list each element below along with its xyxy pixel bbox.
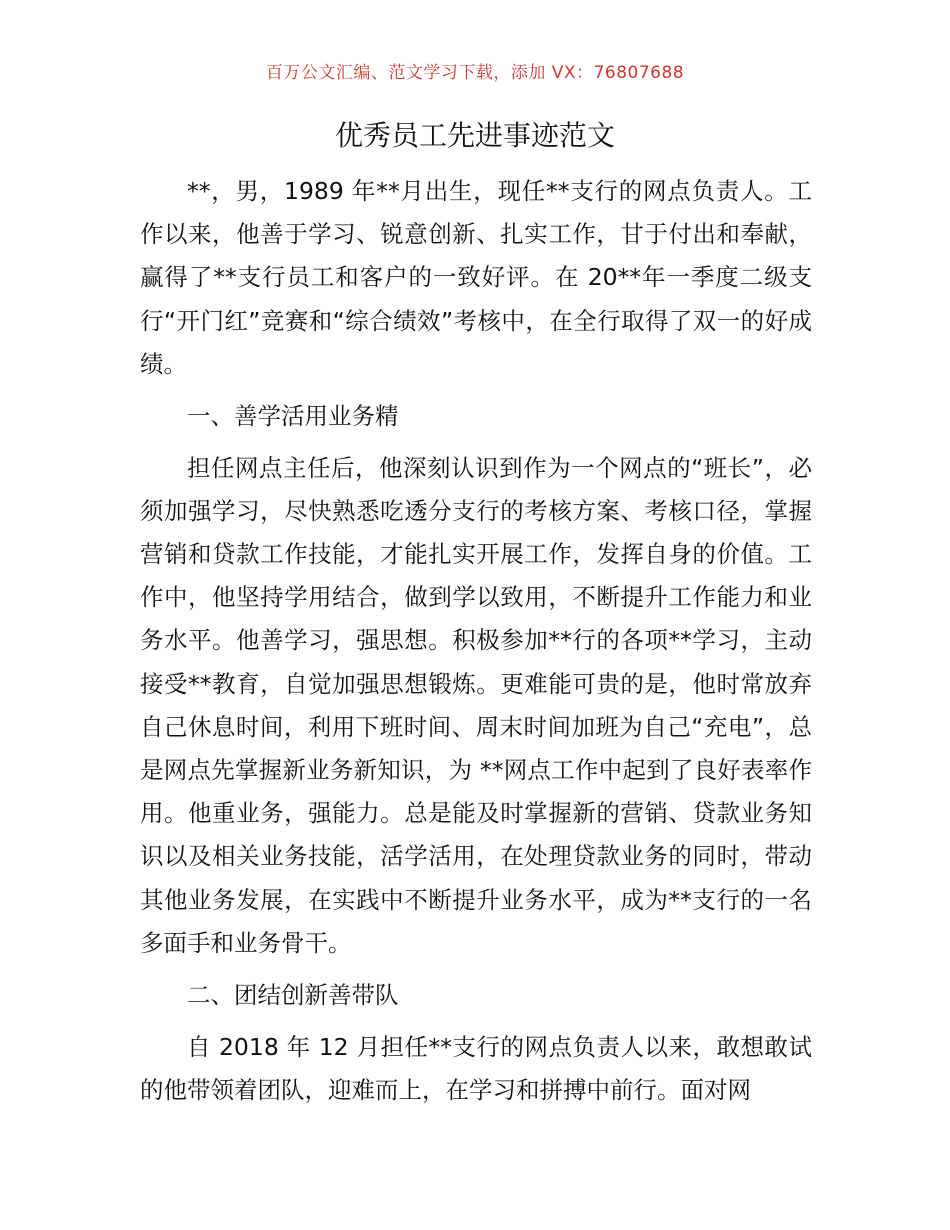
section-heading-1: 一、善学活用业务精 — [187, 401, 399, 430]
paragraph-intro: **，男，1989 年**月出生，现任**支行的网点负责人。工作以来，他善于学习、锐意创新、扎实工作，甘于付出和奉献，赢得了**支行员工和客户的一致好评。在 20**年一季度二级支行“开门红”竞赛和“综合绩效”考核中，在全行取得了双一的好成绩。 — [140, 177, 812, 378]
section-heading-2: 二、团结创新善带队 — [187, 980, 399, 1009]
watermark-banner: 百万公文汇编、范文学习下载，添加 VX：76807688 — [265, 63, 685, 83]
paragraph-section-1: 担任网点主任后，他深刻认识到作为一个网点的“班长”，必须加强学习，尽快熟悉吃透分支行的考核方案、考核口径，掌握营销和贷款工作技能，才能扎实开展工作，发挥自身的价值。工作中，他坚持学用结合，做到学以致用，不断提升工作能力和业务水平。他善学习，强思想。积极参加**行的各项**学习，主动接受**教育，自觉加强思想锻炼。更难能可贵的是，他时常放弃自己休息时间，利用下班时间、周末时间加班为自己“充电”，总是网点先掌握新业务新知识，为 **网点工作中起到了良好表率作用。他重业务，强能力。总是能及时掌握新的营销、贷款业务知识以及相关业务技能，活学活用，在处理贷款业务的同时，带动其他业务发展，在实践中不断提升业务水平，成为**支行的一名多面手和业务骨干。 — [140, 453, 812, 957]
paragraph-section-2: 自 2018 年 12 月担任**支行的网点负责人以来，敢想敢试的他带领着团队，迎难而上，在学习和拼搏中前行。面对网 — [140, 1032, 812, 1104]
document-title: 优秀员工先进事迹范文 — [334, 119, 615, 152]
document-body — [140, 170, 812, 1121]
